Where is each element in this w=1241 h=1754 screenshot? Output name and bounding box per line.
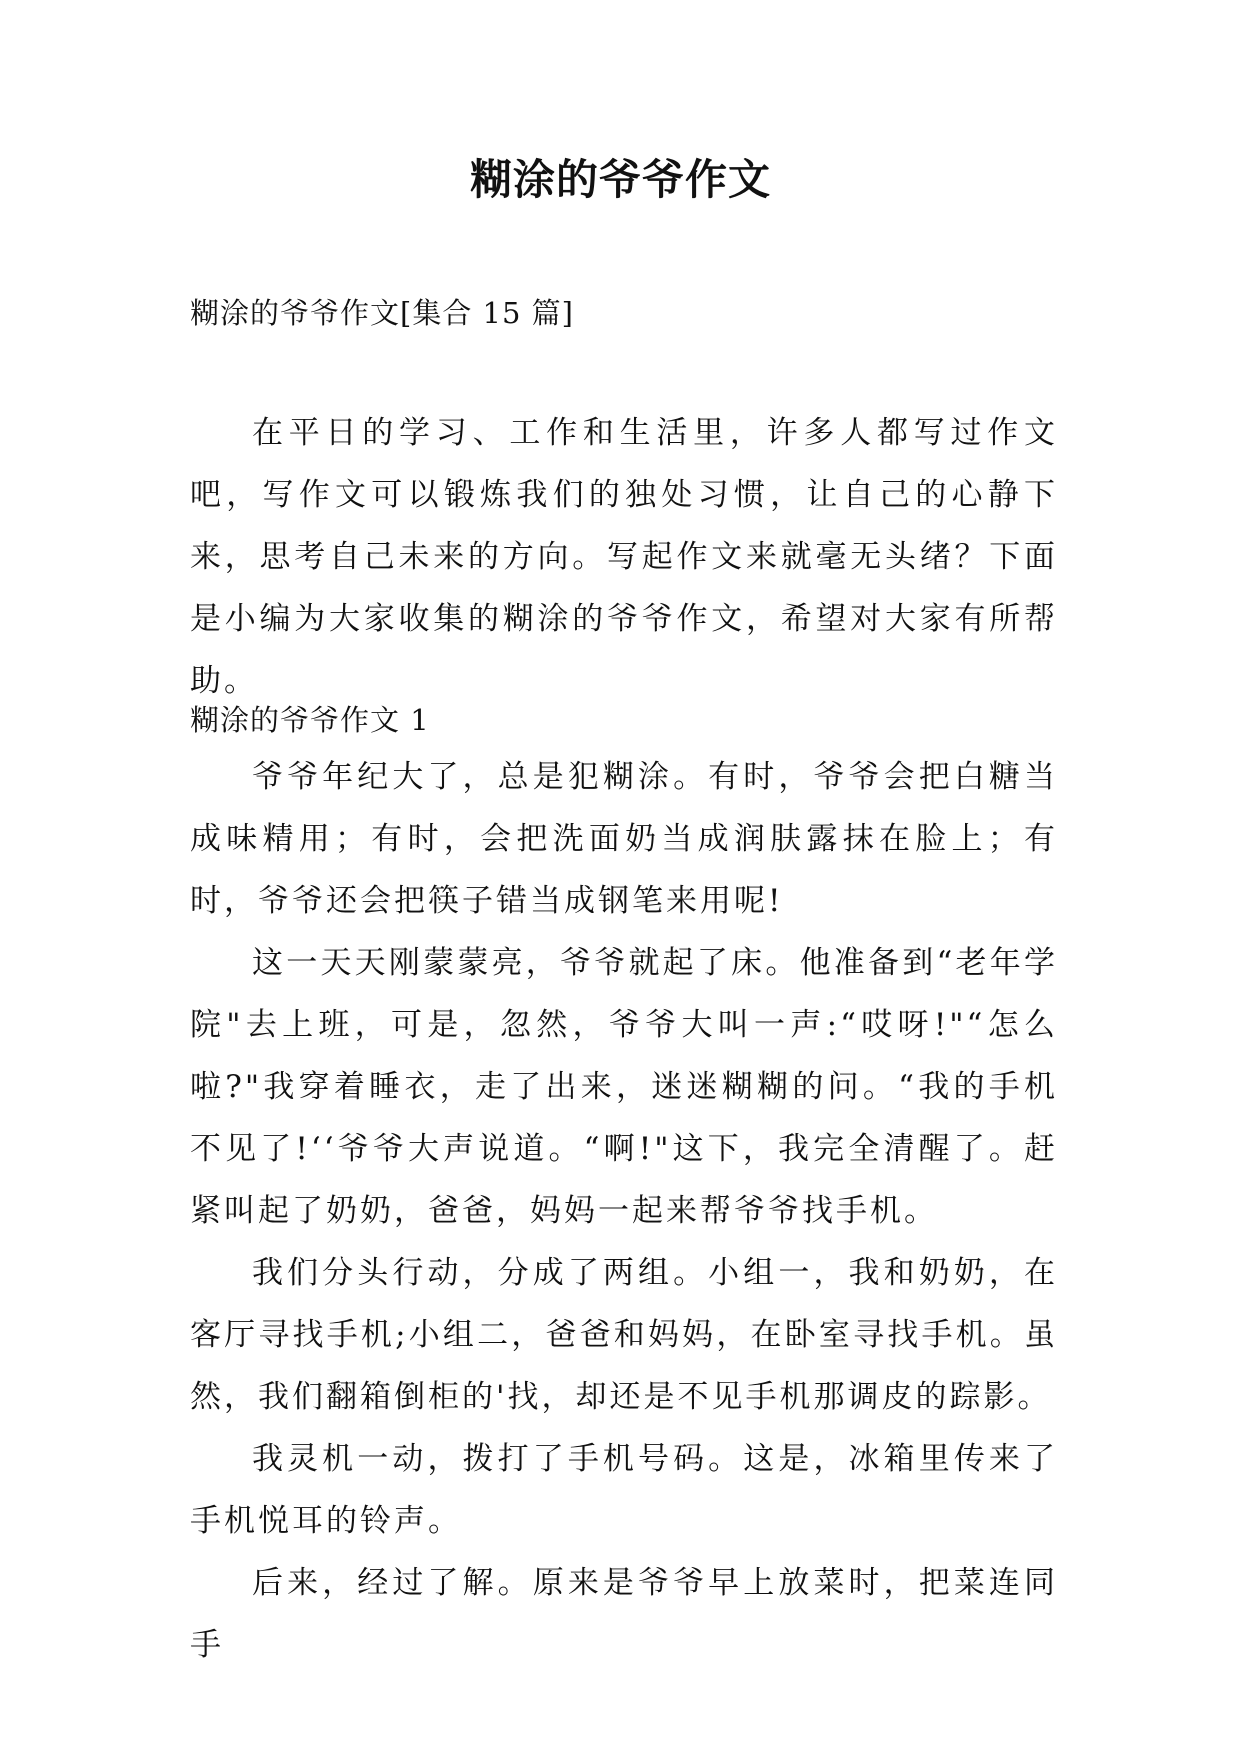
essay-1-heading: 糊涂的爷爷作文 1 [190, 703, 430, 737]
essay-paragraph: 我们分头行动，分成了两组。小组一，我和奶奶，在客厅寻找手机;小组二，爸爸和妈妈，在卧室寻找手机。虽然，我们翻箱倒柜的'找，却还是不见手机那调皮的踪影。 [190, 1255, 1058, 1415]
intro-paragraph: 在平日的学习、工作和生活里，许多人都写过作文吧，写作文可以锻炼我们的独处习惯，让自己的心静下来，思考自己未来的方向。写起作文来就毫无头绪？下面是小编为大家收集的糊涂的爷爷作文，希望对大家有所帮助。 [190, 415, 1058, 699]
document-title: 糊涂的爷爷作文 [469, 155, 771, 204]
intro-section [190, 402, 1058, 712]
essay-1-body [190, 746, 1058, 1676]
essay-paragraph: 我灵机一动，拨打了手机号码。这是，冰箱里传来了手机悦耳的铃声。 [190, 1441, 1058, 1539]
essay-paragraph: 后来，经过了解。原来是爷爷早上放菜时，把菜连同手 [190, 1565, 1058, 1663]
document-subtitle: 糊涂的爷爷作文[集合 15 篇] [190, 296, 574, 330]
essay-paragraph: 这一天天刚蒙蒙亮，爷爷就起了床。他准备到“老年学院"去上班，可是，忽然，爷爷大叫一声:“哎呀!"“怎么啦?"我穿着睡衣，走了出来，迷迷糊糊的问。“我的手机不见了!‘‘爷爷大声说道。“啊!"这下，我完全清醒了。赶紧叫起了奶奶，爸爸，妈妈一起来帮爷爷找手机。 [190, 945, 1058, 1229]
essay-paragraph: 爷爷年纪大了，总是犯糊涂。有时，爷爷会把白糖当成味精用；有时，会把洗面奶当成润肤露抹在脸上；有时，爷爷还会把筷子错当成钢笔来用呢! [190, 759, 1058, 919]
